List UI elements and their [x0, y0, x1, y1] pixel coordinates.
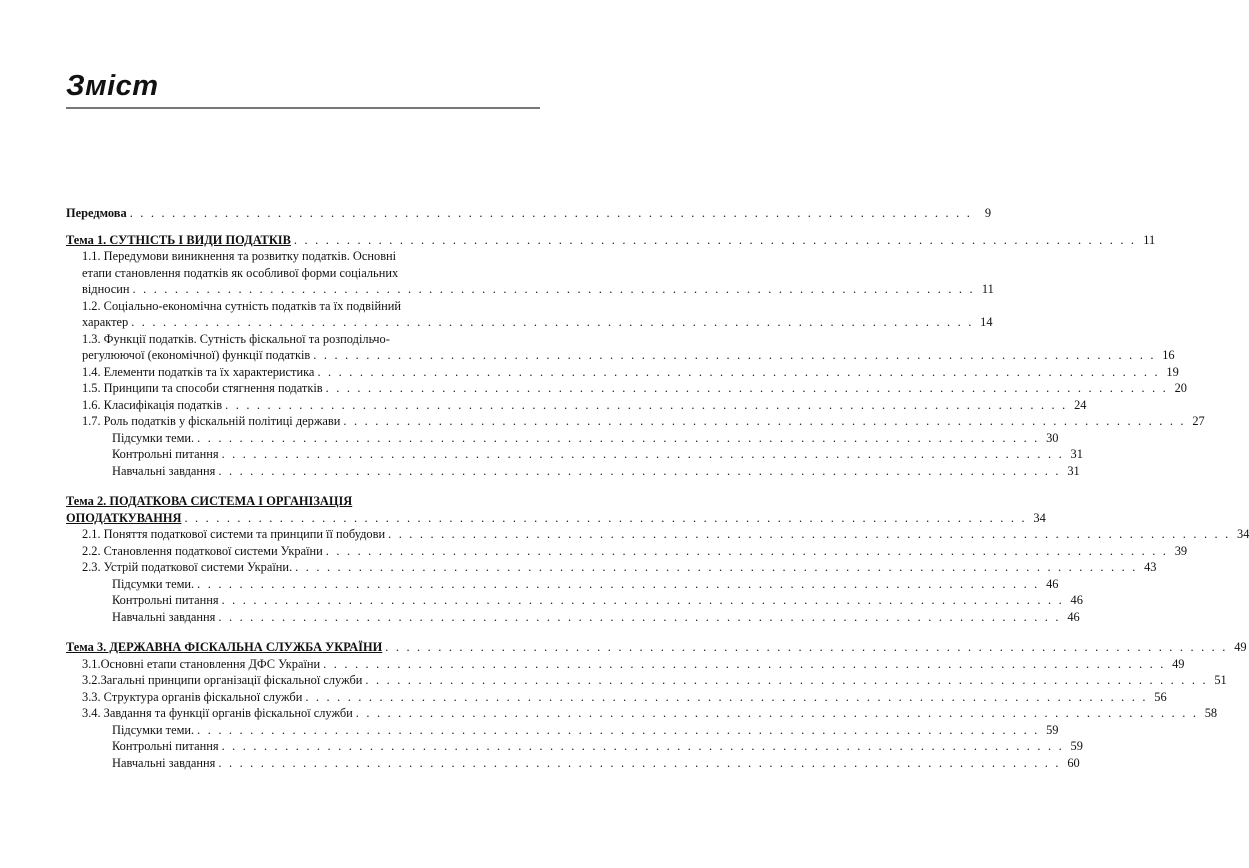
toc-entry[interactable]	[66, 609, 1080, 626]
toc-entry-title: регулюючої (економічної) функції податків	[82, 348, 311, 362]
toc-entry-title: Тема 3. ДЕРЖАВНА ФІСКАЛЬНА СЛУЖБА УКРАЇНИ	[66, 640, 383, 654]
table-of-contents	[66, 205, 1249, 771]
page-number: 46	[1046, 576, 1059, 591]
dot-leader: . . . . . . . . . . . . . . . . . . . . . . . . . . . . . . . . . . . . . . . . . . . . . . . . . . . . . . . . . . . . . . . . . . . . . . . . . . . . . . . .	[131, 315, 974, 329]
toc-entry[interactable]	[66, 446, 1083, 463]
toc-entry-text: 1.2. Соціально-економічна сутність податків та їх подвійний	[82, 298, 401, 313]
toc-entry[interactable]	[66, 463, 1080, 480]
toc-entry-title: Підсумки теми.	[112, 722, 195, 737]
page-number: 46	[1067, 609, 1080, 624]
toc-entry-title: 2.3. Устрій податкової системи України.	[82, 560, 293, 574]
dot-leader: . . . . . . . . . . . . . . . . . . . . . . . . . . . . . . . . . . . . . . . . . . . . . . . . . . . . . . . . . . . . . . . . . . . . . . . . . . . . . . . .	[343, 414, 1186, 428]
toc-entry-title: 1.4. Елементи податків та їх характеристика	[82, 364, 315, 379]
toc-entry-title: Тема 1. СУТНІСТЬ І ВИДИ ПОДАТКІВ	[66, 232, 291, 247]
dot-leader: . . . . . . . . . . . . . . . . . . . . . . . . . . . . . . . . . . . . . . . . . . . . . . . . . . . . . . . . . . . . . . . . . . . . . . . . . . . . . . . .	[355, 706, 1199, 720]
page-number: 11	[1143, 232, 1156, 247]
toc-entry-title: 3.4. Завдання та функції органів фіскальної служби	[82, 706, 353, 720]
toc-entry[interactable]	[66, 722, 1059, 739]
dot-leader: . . . . . . . . . . . . . . . . . . . . . . . . . . . . . . . . . . . . . . . . . . . . . . . . . . . . . . . . . . . . . . . . . . . . . . . . . . . . . . . .	[221, 447, 1064, 461]
toc-entry[interactable]	[66, 364, 1179, 381]
toc-entry-title: 3.1.Основні етапи становлення ДФС України	[82, 656, 321, 671]
toc-entry[interactable]	[66, 397, 1087, 414]
page-number: 49	[1234, 640, 1247, 654]
page-number: 58	[1204, 706, 1218, 720]
page-number: 39	[1174, 543, 1188, 558]
toc-entry[interactable]	[66, 639, 1247, 656]
dot-leader: . . . . . . . . . . . . . . . . . . . . . . . . . . . . . . . . . . . . . . . . . . . . . . . . . . . . . . . . . . . . . . . . . . . . . . . . . . . . . . . .	[313, 348, 1156, 362]
dot-leader: . . . . . . . . . . . . . . . . . . . . . . . . . . . . . . . . . . . . . . . . . . . . . . . . . . . . . . . . . . . . . . . . . . . . . . . . . . . . . . . .	[305, 689, 1148, 704]
toc-entry[interactable]	[66, 380, 1187, 397]
section-gap	[66, 222, 540, 232]
page-number: 31	[1067, 463, 1080, 478]
dot-leader: . . . . . . . . . . . . . . . . . . . . . . . . . . . . . . . . . . . . . . . . . . . . . . . . . . . . . . . . . . . . . . . . . . . . . . . . . . . . . . . .	[225, 397, 1068, 412]
page-number: 34	[1033, 510, 1046, 525]
dot-leader: . . . . . . . . . . . . . . . . . . . . . . . . . . . . . . . . . . . . . . . . . . . . . . . . . . . . . . . . . . . . . . . . . . . . . . . . . . . . . . . .	[218, 609, 1061, 624]
toc-entry[interactable]	[66, 672, 1227, 689]
toc-entry-title: Контрольні питання	[112, 447, 219, 461]
page-number: 59	[1070, 739, 1083, 753]
toc-entry[interactable]	[66, 755, 1080, 772]
page-number: 9	[984, 206, 992, 220]
page-number: 16	[1162, 348, 1175, 362]
toc-entry[interactable]	[66, 592, 1083, 609]
toc-entry-text: етапи становлення податків як особливої форми соціальних	[82, 265, 399, 280]
toc-entry[interactable]	[66, 413, 1205, 430]
dot-leader: . . . . . . . . . . . . . . . . . . . . . . . . . . . . . . . . . . . . . . . . . . . . . . . . . . . . . . . . . . . . . . . . . . . . . . . . . . . . . . . .	[218, 755, 1061, 770]
dot-leader: . . . . . . . . . . . . . . . . . . . . . . . . . . . . . . . . . . . . . . . . . . . . . . . . . . . . . . . . . . . . . . . . . . . . . . . . . . . . . . . .	[221, 739, 1064, 753]
dot-leader: . . . . . . . . . . . . . . . . . . . . . . . . . . . . . . . . . . . . . . . . . . . . . . . . . . . . . . . . . . . . . . . . . . . . . . . . . . . . . . . .	[184, 510, 1027, 525]
toc-entry[interactable]	[66, 205, 992, 222]
toc-entry-title: Навчальні завдання	[112, 755, 216, 770]
section-gap	[66, 625, 540, 639]
toc-entry-title: 1.5. Принципи та способи стягнення податків	[82, 381, 323, 395]
dot-leader: . . . . . . . . . . . . . . . . . . . . . . . . . . . . . . . . . . . . . . . . . . . . . . . . . . . . . . . . . . . . . . . . . . . . . . . . . . . . . . . .	[218, 463, 1061, 478]
dot-leader: . . . . . . . . . . . . . . . . . . . . . . . . . . . . . . . . . . . . . . . . . . . . . . . . . . . . . . . . . . . . . . . . . . . . . . . . . . . . . . . .	[197, 722, 1040, 737]
dot-leader: . . . . . . . . . . . . . . . . . . . . . . . . . . . . . . . . . . . . . . . . . . . . . . . . . . . . . . . . . . . . . . . . . . . . . . . . . . . . . . . .	[323, 656, 1166, 671]
page-number: 14	[980, 315, 993, 329]
page-number: 51	[1214, 673, 1227, 687]
dot-leader: . . . . . . . . . . . . . . . . . . . . . . . . . . . . . . . . . . . . . . . . . . . . . . . . . . . . . . . . . . . . . . . . . . . . . . . . . . . . . . . .	[132, 282, 975, 296]
page-number: 56	[1154, 689, 1167, 704]
toc-entry-title: характер	[82, 315, 129, 329]
toc-entry-title: 3.3. Структура органів фіскальної служби	[82, 689, 303, 704]
page-number: 19	[1166, 364, 1179, 379]
toc-entry-title: 2.2. Становлення податкової системи України	[82, 543, 323, 558]
toc-entry[interactable]	[66, 526, 1249, 543]
dot-leader: . . . . . . . . . . . . . . . . . . . . . . . . . . . . . . . . . . . . . . . . . . . . . . . . . . . . . . . . . . . . . . . . . . . . . . . . . . . . . . . .	[317, 364, 1160, 379]
toc-entry[interactable]	[66, 430, 1059, 447]
dot-leader: . . . . . . . . . . . . . . . . . . . . . . . . . . . . . . . . . . . . . . . . . . . . . . . . . . . . . . . . . . . . . . . . . . . . . . . . . . . . . . . .	[129, 206, 973, 220]
section-gap	[66, 479, 540, 493]
toc-entry[interactable]	[66, 543, 1188, 560]
toc-entry-title: Контрольні питання	[112, 739, 219, 753]
toc-entry[interactable]	[66, 248, 994, 298]
toc-entry[interactable]	[66, 689, 1167, 706]
toc-entry-title: Контрольні питання	[112, 593, 219, 607]
dot-leader: . . . . . . . . . . . . . . . . . . . . . . . . . . . . . . . . . . . . . . . . . . . . . . . . . . . . . . . . . . . . . . . . . . . . . . . . . . . . . . . .	[325, 543, 1169, 558]
dot-leader: . . . . . . . . . . . . . . . . . . . . . . . . . . . . . . . . . . . . . . . . . . . . . . . . . . . . . . . . . . . . . . . . . . . . . . . . . . . . . . . .	[293, 232, 1137, 247]
dot-leader: . . . . . . . . . . . . . . . . . . . . . . . . . . . . . . . . . . . . . . . . . . . . . . . . . . . . . . . . . . . . . . . . . . . . . . . . . . . . . . . .	[325, 381, 1168, 395]
toc-entry[interactable]	[66, 576, 1059, 593]
toc-entry[interactable]	[66, 656, 1185, 673]
page-number: 30	[1046, 430, 1059, 445]
page-number: 20	[1174, 381, 1187, 395]
toc-entry[interactable]	[66, 738, 1083, 755]
dot-leader: . . . . . . . . . . . . . . . . . . . . . . . . . . . . . . . . . . . . . . . . . . . . . . . . . . . . . . . . . . . . . . . . . . . . . . . . . . . . . . . .	[197, 576, 1040, 591]
page-number: 27	[1192, 414, 1205, 428]
toc-entry-text: 1.1. Передумови виникнення та розвитку податків. Основні	[82, 249, 397, 263]
toc-entry-title: 3.2.Загальні принципи організації фіскальної служби	[82, 673, 363, 687]
toc-entry-text: 1.3. Функції податків. Сутність фіскальної та розподільчо-	[82, 331, 390, 346]
toc-entry[interactable]	[66, 232, 1156, 249]
page-number: 34	[1237, 527, 1249, 541]
toc-entry-title: 2.1. Поняття податкової системи та принципи її побудови	[82, 527, 386, 541]
page-number: 43	[1144, 560, 1157, 574]
toc-entry[interactable]	[66, 705, 1218, 722]
page-number: 49	[1172, 656, 1185, 671]
page-number: 46	[1070, 593, 1083, 607]
toc-entry-title: Підсумки теми.	[112, 576, 195, 591]
dot-leader: . . . . . . . . . . . . . . . . . . . . . . . . . . . . . . . . . . . . . . . . . . . . . . . . . . . . . . . . . . . . . . . . . . . . . . . . . . . . . . . .	[197, 430, 1040, 445]
toc-entry[interactable]	[66, 493, 1046, 526]
page-number: 60	[1067, 755, 1080, 770]
toc-entry[interactable]	[66, 331, 1175, 364]
toc-entry[interactable]	[66, 559, 1157, 576]
toc-entry-title: відносин	[82, 282, 130, 296]
page-number: 59	[1046, 722, 1059, 737]
dot-leader: . . . . . . . . . . . . . . . . . . . . . . . . . . . . . . . . . . . . . . . . . . . . . . . . . . . . . . . . . . . . . . . . . . . . . . . . . . . . . . . .	[295, 560, 1138, 574]
page-title: Зміст	[66, 70, 159, 102]
title-rule	[66, 107, 540, 109]
toc-entry-title: Передмова	[66, 206, 127, 220]
toc-entry-text: Тема 2. ПОДАТКОВА СИСТЕМА І ОРГАНІЗАЦІЯ	[66, 494, 353, 508]
dot-leader: . . . . . . . . . . . . . . . . . . . . . . . . . . . . . . . . . . . . . . . . . . . . . . . . . . . . . . . . . . . . . . . . . . . . . . . . . . . . . . . .	[388, 527, 1231, 541]
toc-entry-title: 1.6. Класифікація податків	[82, 397, 223, 412]
dot-leader: . . . . . . . . . . . . . . . . . . . . . . . . . . . . . . . . . . . . . . . . . . . . . . . . . . . . . . . . . . . . . . . . . . . . . . . . . . . . . . . .	[385, 640, 1228, 654]
toc-entry-title: Навчальні завдання	[112, 463, 216, 478]
dot-leader: . . . . . . . . . . . . . . . . . . . . . . . . . . . . . . . . . . . . . . . . . . . . . . . . . . . . . . . . . . . . . . . . . . . . . . . . . . . . . . . .	[221, 593, 1064, 607]
toc-entry-title: 1.7. Роль податків у фіскальній політиці держави	[82, 414, 341, 428]
page-number: 24	[1074, 397, 1087, 412]
toc-entry-title: Навчальні завдання	[112, 609, 216, 624]
dot-leader: . . . . . . . . . . . . . . . . . . . . . . . . . . . . . . . . . . . . . . . . . . . . . . . . . . . . . . . . . . . . . . . . . . . . . . . . . . . . . . . .	[365, 673, 1208, 687]
toc-entry[interactable]	[66, 298, 993, 331]
toc-entry-title: ОПОДАТКУВАННЯ	[66, 510, 182, 525]
toc-entry-title: Підсумки теми.	[112, 430, 195, 445]
page-number: 31	[1070, 447, 1083, 461]
page-number: 11	[981, 282, 994, 296]
